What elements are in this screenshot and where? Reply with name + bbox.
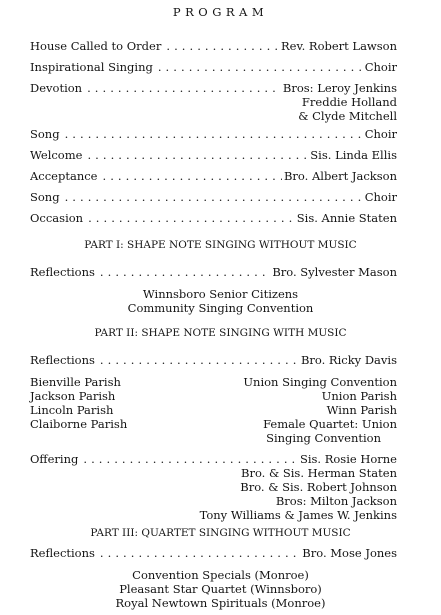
program-item-label: Reflections: [30, 546, 95, 560]
offering-continuation: Bro. & Sis. Herman Staten: [241, 466, 397, 480]
program-line-offering: [30, 452, 397, 467]
parish-name: Bienville Parish: [30, 375, 121, 389]
part-2-heading: PART II: SHAPE NOTE SINGING WITH MUSIC: [94, 327, 347, 339]
program-item-performer: Choir: [364, 127, 397, 141]
program-line-occasion: [30, 211, 397, 226]
program-line-song: [30, 127, 397, 142]
quartet-group: Convention Specials (Monroe): [132, 568, 309, 582]
devotion-continuation: & Clyde Mitchell: [298, 109, 397, 123]
program-line-devotion: [30, 81, 397, 96]
offering-continuation: Tony Williams & James W. Jenkins: [199, 508, 397, 522]
program-item-label: Song: [30, 190, 60, 204]
program-item-label: Devotion: [30, 81, 83, 95]
parish-group: Female Quartet: Union: [263, 417, 397, 431]
program-item-performer: Sis. Rosie Horne: [299, 452, 397, 466]
program-item-performer: Sis. Annie Staten: [296, 211, 397, 225]
parish-group: Union Singing Convention: [243, 375, 397, 389]
program-item-performer: Bros: Leroy Jenkins: [282, 81, 397, 95]
parish-name: Jackson Parish: [30, 389, 116, 403]
program-item-label: Reflections: [30, 353, 95, 367]
program-line-reflections: [30, 546, 397, 561]
program-item-label: Reflections: [30, 265, 95, 279]
program-line-welcome: [30, 148, 397, 163]
program-item-label: Song: [30, 127, 60, 141]
page-title: PROGRAM: [172, 5, 269, 19]
parish-group: Union Parish: [321, 389, 397, 403]
offering-continuation: Bros: Milton Jackson: [275, 494, 397, 508]
group-line: Community Singing Convention: [127, 301, 314, 315]
program-item-performer: Bro. Mose Jones: [302, 546, 397, 560]
program-line-acceptance: [30, 169, 397, 184]
dot-leader: [153, 60, 363, 75]
dot-leader: [82, 148, 308, 163]
program-item-performer: Bro. Sylvester Mason: [272, 265, 397, 279]
program-item-label: House Called to Order: [30, 39, 162, 53]
program-item-performer: Choir: [364, 60, 397, 74]
program-item-label: Welcome: [30, 148, 83, 162]
program-item-label: Acceptance: [30, 169, 98, 183]
dot-leader: [161, 39, 279, 54]
parish-name: Claiborne Parish: [30, 417, 128, 431]
dot-leader: [95, 353, 299, 368]
program-item-performer: Bro. Ricky Davis: [300, 353, 397, 367]
dot-leader: [95, 546, 300, 561]
quartet-group: Pleasant Star Quartet (Winnsboro): [119, 582, 322, 596]
program-item-label: Offering: [30, 452, 79, 466]
parish-group: Winn Parish: [326, 403, 397, 417]
parish-name: Lincoln Parish: [30, 403, 114, 417]
group-line: Winnsboro Senior Citizens: [142, 287, 299, 301]
program-line-inspirational-singing: [30, 60, 397, 75]
dot-leader: [95, 265, 270, 280]
part-3-heading: PART III: QUARTET SINGING WITHOUT MUSIC: [90, 527, 351, 539]
program-line-song: [30, 190, 397, 205]
program-item-performer: Rev. Robert Lawson: [281, 39, 397, 53]
dot-leader: [60, 190, 363, 205]
program-line-reflections: [30, 353, 397, 368]
dot-leader: [60, 127, 363, 142]
dot-leader: [97, 169, 282, 184]
quartet-group: Royal Newtown Spirituals (Monroe): [115, 596, 326, 610]
part-1-heading: PART I: SHAPE NOTE SINGING WITHOUT MUSIC: [84, 239, 357, 251]
devotion-continuation: Freddie Holland: [301, 95, 397, 109]
parish-group-continuation: Singing Convention: [266, 431, 381, 445]
dot-leader: [83, 211, 295, 226]
program-item-performer: Bro. Albert Jackson: [283, 169, 397, 183]
dot-leader: [78, 452, 298, 467]
program-item-performer: Sis. Linda Ellis: [310, 148, 397, 162]
program-item-label: Occasion: [30, 211, 84, 225]
dot-leader: [82, 81, 281, 96]
program-item-label: Inspirational Singing: [30, 60, 153, 74]
program-item-performer: Choir: [364, 190, 397, 204]
program-line-reflections: [30, 265, 397, 280]
program-line-house-called: [30, 39, 397, 54]
offering-continuation: Bro. & Sis. Robert Johnson: [240, 480, 397, 494]
